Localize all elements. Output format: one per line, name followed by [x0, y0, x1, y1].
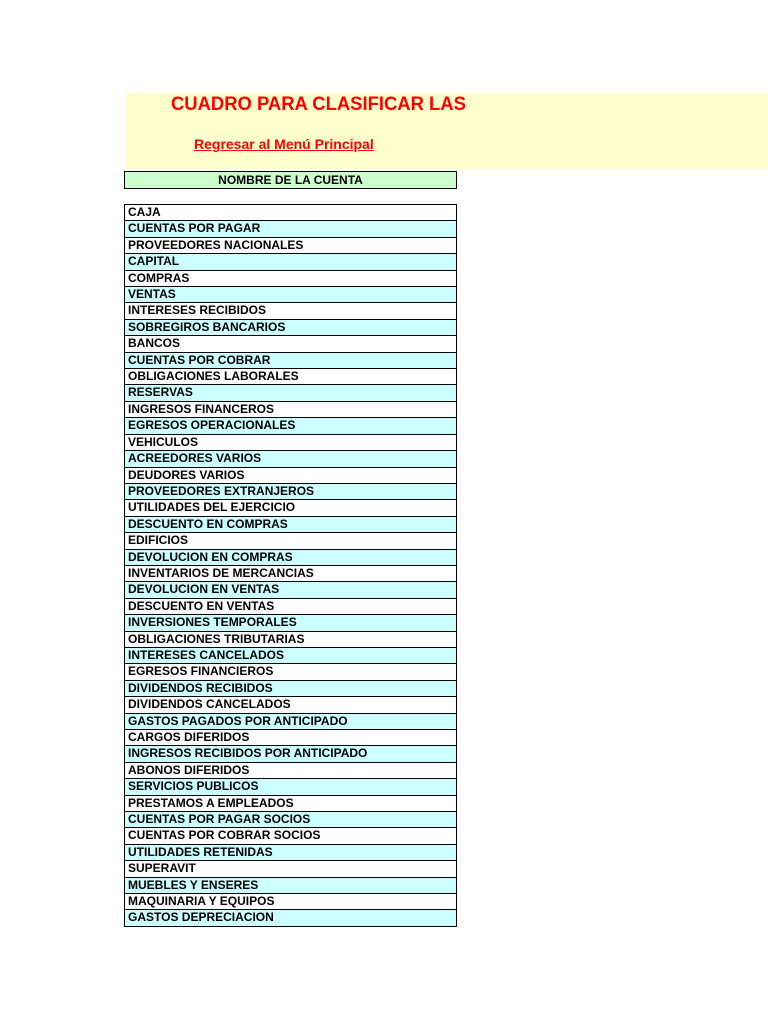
account-row[interactable]: CUENTAS POR COBRAR	[124, 353, 457, 369]
account-row[interactable]: INVERSIONES TEMPORALES	[124, 615, 457, 631]
page-title: CUADRO PARA CLASIFICAR LAS	[171, 94, 466, 115]
account-row[interactable]: CUENTAS POR PAGAR	[124, 221, 457, 237]
account-row[interactable]: CARGOS DIFERIDOS	[124, 730, 457, 746]
account-row[interactable]: EDIFICIOS	[124, 533, 457, 549]
column-header-account-name: NOMBRE DE LA CUENTA	[124, 171, 457, 189]
account-row[interactable]: INGRESOS RECIBIDOS POR ANTICIPADO	[124, 746, 457, 762]
account-row[interactable]: DEUDORES VARIOS	[124, 468, 457, 484]
account-row[interactable]: INTERESES RECIBIDOS	[124, 303, 457, 319]
account-row[interactable]: PROVEEDORES NACIONALES	[124, 238, 457, 254]
account-row[interactable]: INGRESOS FINANCEROS	[124, 402, 457, 418]
account-row[interactable]: INVENTARIOS DE MERCANCIAS	[124, 566, 457, 582]
title-banner	[125, 93, 768, 169]
account-row[interactable]: PROVEEDORES EXTRANJEROS	[124, 484, 457, 500]
account-row[interactable]: DESCUENTO EN VENTAS	[124, 599, 457, 615]
account-row[interactable]: ABONOS DIFERIDOS	[124, 763, 457, 779]
account-row[interactable]: CAJA	[124, 205, 457, 221]
account-row[interactable]: GASTOS PAGADOS POR ANTICIPADO	[124, 714, 457, 730]
account-row[interactable]: DIVIDENDOS RECIBIDOS	[124, 681, 457, 697]
account-row[interactable]: DEVOLUCION EN VENTAS	[124, 582, 457, 598]
account-row[interactable]: MAQUINARIA Y EQUIPOS	[124, 894, 457, 910]
account-row[interactable]: UTILIDADES RETENIDAS	[124, 845, 457, 861]
account-row[interactable]: SERVICIOS PUBLICOS	[124, 779, 457, 795]
account-row[interactable]: SOBREGIROS BANCARIOS	[124, 320, 457, 336]
account-row[interactable]: CUENTAS POR COBRAR SOCIOS	[124, 828, 457, 844]
account-row[interactable]: GASTOS DEPRECIACION	[124, 910, 457, 926]
account-row[interactable]: DEVOLUCION EN COMPRAS	[124, 550, 457, 566]
account-row[interactable]: EGRESOS FINANCIEROS	[124, 664, 457, 680]
account-row[interactable]: OBLIGACIONES TRIBUTARIAS	[124, 632, 457, 648]
account-row[interactable]: VENTAS	[124, 287, 457, 303]
account-row[interactable]: CUENTAS POR PAGAR SOCIOS	[124, 812, 457, 828]
title-cell	[171, 93, 484, 119]
account-row[interactable]: PRESTAMOS A EMPLEADOS	[124, 796, 457, 812]
account-row[interactable]: VEHICULOS	[124, 435, 457, 451]
account-row[interactable]: COMPRAS	[124, 271, 457, 287]
account-row[interactable]: EGRESOS OPERACIONALES	[124, 418, 457, 434]
main-menu-link[interactable]: Regresar al Menú Principal	[194, 136, 374, 152]
account-row[interactable]: OBLIGACIONES LABORALES	[124, 369, 457, 385]
account-row[interactable]: MUEBLES Y ENSERES	[124, 878, 457, 894]
account-row[interactable]: ACREEDORES VARIOS	[124, 451, 457, 467]
account-row[interactable]: BANCOS	[124, 336, 457, 352]
accounts-list	[124, 204, 457, 927]
account-row[interactable]: RESERVAS	[124, 385, 457, 401]
account-row[interactable]: DESCUENTO EN COMPRAS	[124, 517, 457, 533]
account-row[interactable]: DIVIDENDOS CANCELADOS	[124, 697, 457, 713]
account-row[interactable]: INTERESES CANCELADOS	[124, 648, 457, 664]
account-row[interactable]: CAPITAL	[124, 254, 457, 270]
account-row[interactable]: UTILIDADES DEL EJERCICIO	[124, 500, 457, 516]
account-row[interactable]: SUPERAVIT	[124, 861, 457, 877]
